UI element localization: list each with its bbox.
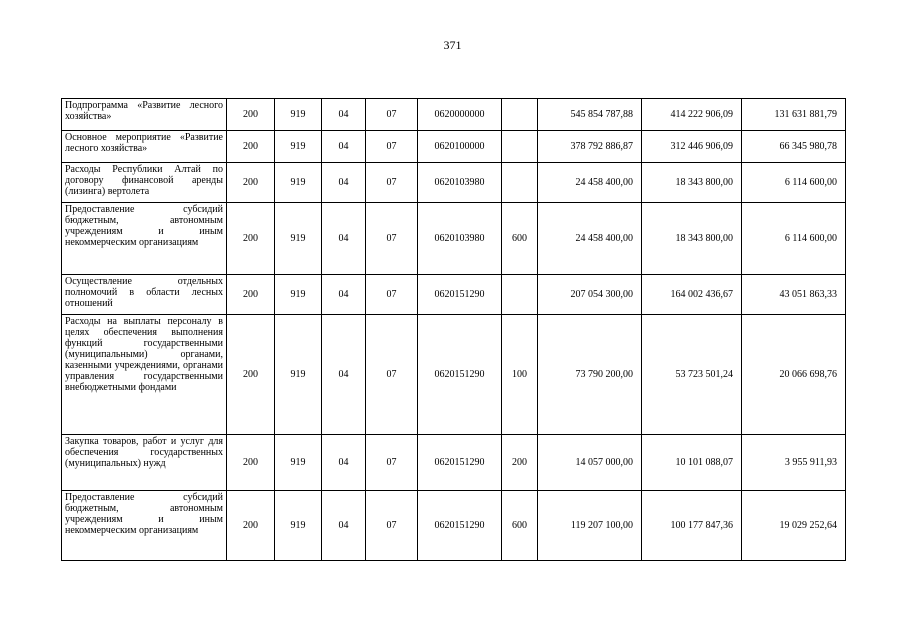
amount-remaining: 6 114 600,00 — [742, 163, 846, 203]
code-admin: 200 — [227, 163, 275, 203]
amount-remaining: 131 631 881,79 — [742, 99, 846, 131]
code-section: 04 — [322, 435, 366, 491]
amount-executed: 18 343 800,00 — [642, 203, 742, 275]
amount-executed: 53 723 501,24 — [642, 315, 742, 435]
amount-remaining: 20 066 698,76 — [742, 315, 846, 435]
code-admin: 200 — [227, 203, 275, 275]
code-department: 919 — [275, 131, 322, 163]
code-department: 919 — [275, 163, 322, 203]
amount-planned: 378 792 886,87 — [538, 131, 642, 163]
budget-table — [61, 98, 846, 561]
code-section: 04 — [322, 163, 366, 203]
amount-planned: 207 054 300,00 — [538, 275, 642, 315]
table-body — [62, 99, 846, 561]
code-admin: 200 — [227, 131, 275, 163]
code-subsection: 07 — [366, 163, 418, 203]
code-subsection: 07 — [366, 491, 418, 561]
code-subsection: 07 — [366, 435, 418, 491]
code-expense-type: 600 — [502, 491, 538, 561]
code-expense-type — [502, 131, 538, 163]
amount-remaining: 43 051 863,33 — [742, 275, 846, 315]
row-name: Закупка товаров, работ и услуг для обеспечения государственных (муниципальных) нужд — [62, 435, 227, 491]
amount-planned: 24 458 400,00 — [538, 203, 642, 275]
code-section: 04 — [322, 99, 366, 131]
code-expense-type: 200 — [502, 435, 538, 491]
code-target-article: 0620000000 — [418, 99, 502, 131]
code-section: 04 — [322, 203, 366, 275]
amount-remaining: 66 345 980,78 — [742, 131, 846, 163]
code-department: 919 — [275, 203, 322, 275]
amount-executed: 18 343 800,00 — [642, 163, 742, 203]
amount-planned: 119 207 100,00 — [538, 491, 642, 561]
page-number: 371 — [443, 38, 462, 52]
code-admin: 200 — [227, 275, 275, 315]
code-expense-type — [502, 99, 538, 131]
amount-planned: 545 854 787,88 — [538, 99, 642, 131]
code-expense-type — [502, 275, 538, 315]
amount-planned: 24 458 400,00 — [538, 163, 642, 203]
code-section: 04 — [322, 491, 366, 561]
table-row — [62, 435, 846, 491]
table-row — [62, 275, 846, 315]
row-name: Основное мероприятие «Развитие лесного хозяйства» — [62, 131, 227, 163]
code-subsection: 07 — [366, 275, 418, 315]
table-row — [62, 491, 846, 561]
table-row — [62, 99, 846, 131]
amount-executed: 312 446 906,09 — [642, 131, 742, 163]
code-expense-type: 600 — [502, 203, 538, 275]
amount-executed: 164 002 436,67 — [642, 275, 742, 315]
amount-remaining: 19 029 252,64 — [742, 491, 846, 561]
code-department: 919 — [275, 315, 322, 435]
code-admin: 200 — [227, 315, 275, 435]
table-row — [62, 163, 846, 203]
code-admin: 200 — [227, 435, 275, 491]
code-section: 04 — [322, 315, 366, 435]
amount-planned: 73 790 200,00 — [538, 315, 642, 435]
code-subsection: 07 — [366, 203, 418, 275]
table-row — [62, 131, 846, 163]
code-expense-type: 100 — [502, 315, 538, 435]
amount-remaining: 6 114 600,00 — [742, 203, 846, 275]
row-name: Расходы Республики Алтай по договору финансовой аренды (лизинга) вертолета — [62, 163, 227, 203]
code-target-article: 0620151290 — [418, 491, 502, 561]
table-row — [62, 315, 846, 435]
row-name: Предоставление субсидий бюджетным, автономным учреждениям и иным некоммерческим организациям — [62, 203, 227, 275]
code-target-article: 0620151290 — [418, 275, 502, 315]
amount-executed: 414 222 906,09 — [642, 99, 742, 131]
amount-planned: 14 057 000,00 — [538, 435, 642, 491]
code-section: 04 — [322, 275, 366, 315]
code-department: 919 — [275, 275, 322, 315]
code-department: 919 — [275, 491, 322, 561]
code-target-article: 0620100000 — [418, 131, 502, 163]
amount-remaining: 3 955 911,93 — [742, 435, 846, 491]
row-name: Осуществление отдельных полномочий в области лесных отношений — [62, 275, 227, 315]
code-expense-type — [502, 163, 538, 203]
amount-executed: 100 177 847,36 — [642, 491, 742, 561]
code-admin: 200 — [227, 99, 275, 131]
code-subsection: 07 — [366, 131, 418, 163]
row-name: Расходы на выплаты персоналу в целях обеспечения выполнения функций государственными (муниципальными) органами, казенными учреждениями, органами управления государственными внебюджетными фондами — [62, 315, 227, 435]
amount-executed: 10 101 088,07 — [642, 435, 742, 491]
code-subsection: 07 — [366, 315, 418, 435]
code-target-article: 0620103980 — [418, 163, 502, 203]
table-row — [62, 203, 846, 275]
code-admin: 200 — [227, 491, 275, 561]
row-name: Предоставление субсидий бюджетным, автономным учреждениям и иным некоммерческим организациям — [62, 491, 227, 561]
code-subsection: 07 — [366, 99, 418, 131]
code-target-article: 0620151290 — [418, 435, 502, 491]
code-department: 919 — [275, 435, 322, 491]
code-department: 919 — [275, 99, 322, 131]
row-name: Подпрограмма «Развитие лесного хозяйства» — [62, 99, 227, 131]
code-target-article: 0620151290 — [418, 315, 502, 435]
code-section: 04 — [322, 131, 366, 163]
code-target-article: 0620103980 — [418, 203, 502, 275]
